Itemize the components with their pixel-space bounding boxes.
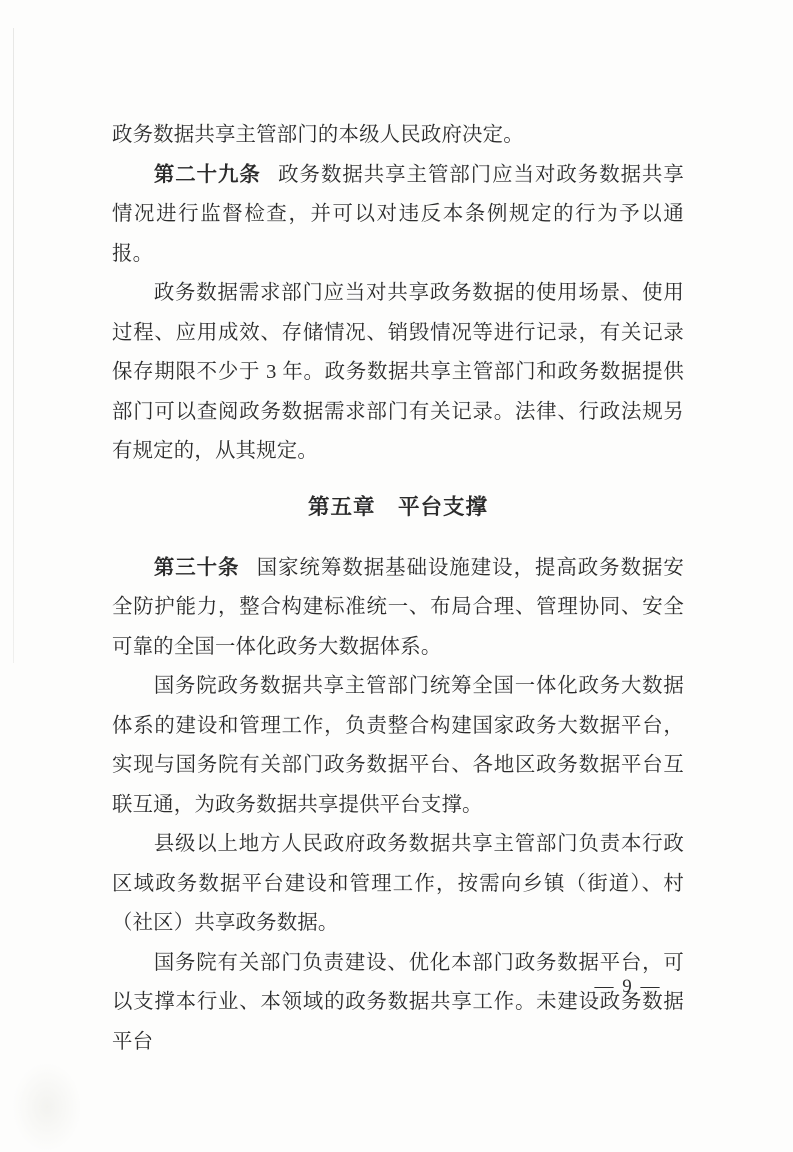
page-number: — 9 — — [594, 976, 662, 997]
scan-artifact-smudge — [12, 1062, 82, 1152]
paragraph-record-keeping: 政务数据需求部门应当对共享政务数据的使用场景、使用过程、应用成效、存储情况、销毁情况等进行记录，有关记录保存期限不少于 3 年。政务数据共享主管部门和政务数据提供部门可以查阅政务数据需求部门有关记录。法律、行政法规另有规定的，从其规定。 — [112, 282, 684, 462]
paragraph-continuation: 政务数据共享主管部门的本级人民政府决定。 — [112, 124, 524, 146]
paragraph-article-30 — [112, 549, 684, 668]
article-29-label: 第二十九条 — [153, 163, 261, 186]
paragraph-article-29 — [112, 156, 684, 275]
document-body — [112, 116, 684, 1062]
paragraph-department-platform: 国务院有关部门负责建设、优化本部门政务数据平台，可以支撑本行业、本领域的政务数据共享工作。未建设政务数据平台 — [112, 951, 684, 1053]
chapter-heading: 第五章 平台支撑 — [307, 494, 488, 519]
paragraph-state-council-platform: 国务院政务数据共享主管部门统筹全国一体化政务大数据体系的建设和管理工作，负责整合构建国家政务大数据平台，实现与国务院有关部门政务数据平台、各地区政务数据平台互联互通，为政务数据共享提供平台支撑。 — [112, 675, 684, 816]
scan-artifact-line — [13, 28, 14, 663]
article-29-text: 政务数据共享主管部门应当对政务数据共享情况进行监督检查，并可以对违反本条例规定的行为予以通报。 — [112, 163, 684, 265]
article-30-text: 国家统筹数据基础设施建设，提高政务数据安全防护能力，整合构建标准统一、布局合理、管理协同、安全可靠的全国一体化政务大数据体系。 — [112, 556, 684, 658]
article-30-label: 第三十条 — [153, 556, 240, 579]
paragraph-local-government-platform: 县级以上地方人民政府政务数据共享主管部门负责本行政区域政务数据平台建设和管理工作，按需向乡镇（街道）、村（社区）共享政务数据。 — [112, 833, 684, 934]
